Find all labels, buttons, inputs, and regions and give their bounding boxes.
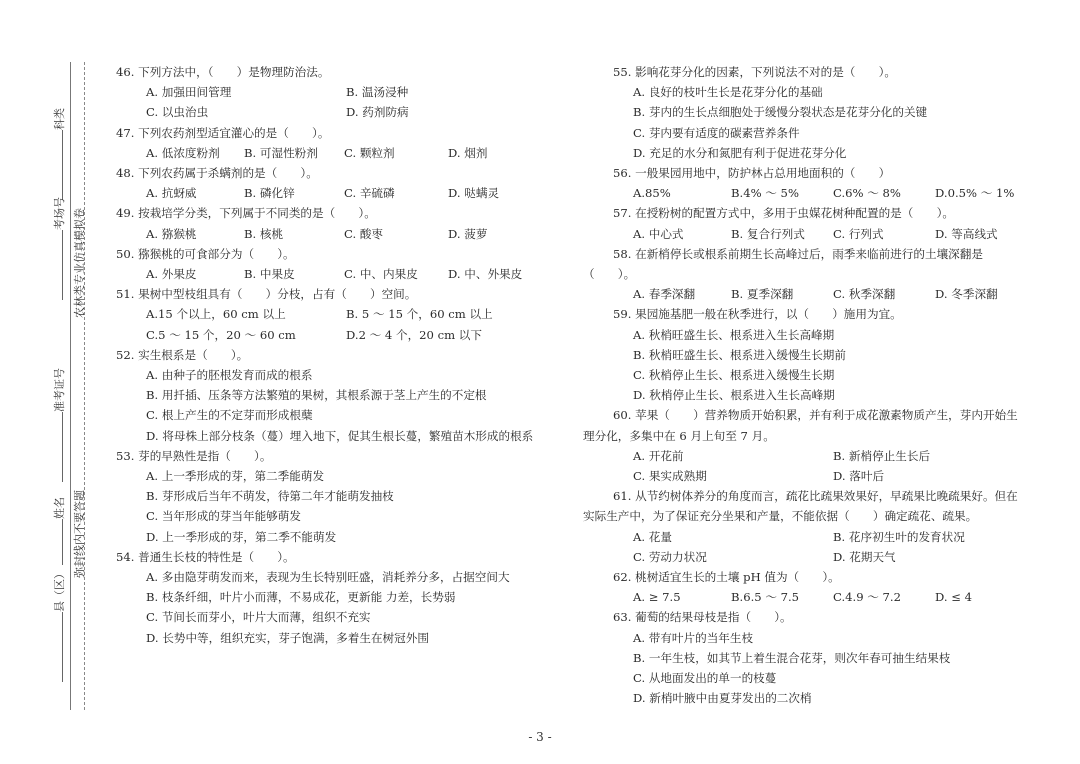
question-stem: 61. 从节约树体养分的角度而言，疏花比疏果效果好，早疏果比晚疏果好。但在实际生产中，为了保证充分坐果和产量，不能依据（ ）确定疏花、疏果。 — [583, 489, 1018, 524]
question-stem: 47. 下列农药剂型适宜灌心的是（ ）。 — [116, 125, 330, 140]
answer-option: C.4.9 ～ 7.2 — [833, 590, 901, 605]
answer-option: D. 菠萝 — [448, 226, 488, 241]
question-stem: 55. 影响花芽分化的因素，下列说法不对的是（ ）。 — [613, 65, 896, 79]
field-xianqu-label: 县（区） — [53, 568, 66, 612]
answer-option: B. 核桃 — [244, 226, 284, 241]
answer-option: D. 新梢叶腋中由夏芽发出的二次梢 — [633, 691, 812, 706]
field-xianqu — [52, 568, 66, 682]
answer-option: D. 等高线式 — [935, 226, 998, 241]
answer-option: C. 辛硫磷 — [344, 186, 395, 201]
answer-option: C. 秋梢停止生长、根系进入缓慢生长期 — [633, 368, 835, 383]
answer-option: C.6% ～ 8% — [833, 186, 901, 201]
answer-option: C. 从地面发出的单一的枝蔓 — [633, 671, 777, 686]
question-stem: 52. 实生根系是（ ）。 — [116, 347, 249, 362]
answer-option: A. 春季深翻 — [633, 287, 696, 302]
page-number: - 3 - — [528, 730, 552, 744]
field-kaochanghao-label: 考场号 — [53, 197, 66, 230]
answer-option: B. 磷化锌 — [244, 186, 295, 201]
answer-option: A. 开花前 — [633, 448, 684, 463]
answer-option: A. 上一季形成的芽，第二季能萌发 — [146, 469, 325, 484]
answer-option: D. ≤ 4 — [935, 590, 973, 605]
answer-option: A. 带有叶片的当年生枝 — [633, 630, 754, 645]
answer-option: A. ≥ 7.5 — [633, 590, 681, 605]
answer-option: B. 芽形成后当年不萌发，待第二年才能萌发抽枝 — [146, 489, 394, 504]
answer-option: D. 冬季深翻 — [935, 287, 998, 302]
answer-option: D.2 ～ 4 个，20 cm 以下 — [346, 327, 482, 342]
field-kaochanghao-blank — [52, 230, 63, 300]
option-row — [116, 264, 546, 284]
field-zhunkaozheng-label: 准考证号 — [53, 368, 66, 412]
answer-option: D. 药剂防病 — [346, 105, 409, 120]
field-xingming — [52, 497, 66, 565]
answer-option: B. 芽内的生长点细胞处于缓慢分裂状态是花芽分化的关键 — [633, 105, 928, 120]
question-stem: 49. 按栽培学分类，下列属于不同类的是（ ）。 — [116, 206, 376, 221]
answer-option: B. 中果皮 — [244, 267, 295, 282]
answer-option: C. 颗粒剂 — [344, 145, 395, 160]
option-row — [583, 547, 1023, 567]
field-zhunkaozheng-blank — [52, 412, 63, 482]
option-row — [116, 143, 546, 163]
answer-option: D. 上一季形成的芽，第二季不能萌发 — [146, 529, 337, 544]
binding-line — [70, 62, 71, 710]
answer-option: C.5 ～ 15 个，20 ～ 60 cm — [146, 327, 296, 342]
answer-option: A. 多由隐芽萌发而来，表现为生长特别旺盛，消耗养分多，占据空间大 — [146, 570, 510, 585]
answer-option: B. 复合行列式 — [731, 226, 805, 241]
option-row — [583, 466, 1023, 486]
field-xianqu-blank — [52, 612, 63, 682]
answer-option: B. 一年生枝，如其节上着生混合花芽，则次年春可抽生结果枝 — [633, 650, 951, 665]
answer-option: D. 将母株上部分枝条（蔓）埋入地下，促其生根长蔓，繁殖苗木形成的根系 — [146, 428, 534, 443]
option-row — [583, 587, 1023, 607]
question-stem: 46. 下列方法中，（ ）是物理防治法。 — [116, 65, 330, 79]
option-row — [583, 446, 1023, 466]
option-row — [116, 224, 546, 244]
option-row — [116, 325, 546, 345]
seal-notice: 弥封线内不要答题 — [73, 490, 86, 578]
answer-option: D. 落叶后 — [833, 469, 885, 484]
option-row — [583, 284, 1023, 304]
field-kelei-label: 科类 — [53, 108, 66, 130]
question-stem: 59. 果园施基肥一般在秋季进行，以（ ）施用为宜。 — [613, 307, 902, 322]
right-column — [583, 62, 1023, 709]
field-kelei-blank — [52, 130, 63, 200]
answer-option: C. 劳动力状况 — [633, 549, 707, 564]
answer-option: B. 夏季深翻 — [731, 287, 794, 302]
option-row — [583, 183, 1023, 203]
field-xingming-label: 姓名 — [53, 497, 66, 519]
answer-option: B. 新梢停止生长后 — [833, 448, 931, 463]
answer-option: D. 长势中等，组织充实，芽子饱满，多着生在树冠外围 — [146, 630, 429, 645]
answer-option: C. 芽内要有适度的碳素营养条件 — [633, 125, 800, 140]
question-stem: 54. 普通生长枝的特性是（ ）。 — [116, 549, 295, 564]
answer-option: A.15 个以上，60 cm 以上 — [146, 307, 286, 322]
question-stem: 51. 果树中型枝组具有（ ）分枝，占有（ ）空间。 — [116, 287, 417, 302]
answer-option: B.6.5 ～ 7.5 — [731, 590, 800, 605]
answer-option: B. 可湿性粉剂 — [244, 145, 318, 160]
answer-option: D. 中、外果皮 — [448, 267, 523, 282]
question-stem: 60. 苹果（ ）营养物质开始积累，并有利于成花激素物质产生，芽内开始生理分化，多集中在 6 月上旬至 7 月。 — [583, 408, 1018, 443]
answer-option: A.85% — [633, 186, 671, 201]
field-kelei — [52, 108, 66, 200]
answer-option: D. 哒螨灵 — [448, 186, 500, 201]
field-zhunkaozheng — [52, 368, 66, 482]
question-stem: 53. 芽的早熟性是指（ ）。 — [116, 448, 272, 463]
answer-option: B. 5 ～ 15 个，60 cm 以上 — [346, 307, 493, 322]
answer-option: C. 当年形成的芽当年能够萌发 — [146, 509, 301, 524]
seal-line — [84, 62, 85, 710]
answer-option: C. 果实成熟期 — [633, 469, 707, 484]
answer-option: C. 秋季深翻 — [833, 287, 896, 302]
answer-option: B. 温汤浸种 — [346, 85, 409, 100]
option-row — [583, 224, 1023, 244]
answer-option: A. 抗蚜威 — [146, 186, 197, 201]
exam-title: 农林类专业仿真模拟卷 — [73, 208, 86, 318]
answer-option: B.4% ～ 5% — [731, 186, 799, 201]
answer-option: A. 中心式 — [633, 226, 684, 241]
answer-option: A. 花量 — [633, 529, 672, 544]
answer-option: A. 猕猴桃 — [146, 226, 197, 241]
answer-option: A. 低浓度粉剂 — [146, 145, 220, 160]
answer-option: C. 酸枣 — [344, 226, 384, 241]
answer-option: C. 行列式 — [833, 226, 884, 241]
answer-option: D. 花期天气 — [833, 549, 896, 564]
answer-option: B. 花序初生叶的发育状况 — [833, 529, 965, 544]
answer-option: B. 枝条纤细，叶片小而薄，不易成花，更新能 力差，长势弱 — [146, 590, 456, 605]
option-row — [583, 527, 1023, 547]
question-stem: 58. 在新梢停长或根系前期生长高峰过后，雨季来临前进行的土壤深翻是（ ）。 — [583, 246, 983, 282]
answer-option: A. 良好的枝叶生长是花芽分化的基础 — [633, 85, 823, 100]
answer-option: C. 以虫治虫 — [146, 105, 209, 120]
option-row — [116, 82, 546, 102]
field-xingming-blank — [52, 519, 63, 565]
answer-option: C. 根上产生的不定芽而形成根蘖 — [146, 408, 313, 423]
answer-option: A. 加强田间管理 — [146, 85, 232, 100]
question-stem: 57. 在授粉树的配置方式中，多用于虫媒花树种配置的是（ ）。 — [613, 206, 954, 221]
question-stem: 48. 下列农药属于杀螨剂的是（ ）。 — [116, 166, 318, 181]
answer-option: D. 充足的水分和氮肥有利于促进花芽分化 — [633, 145, 847, 160]
question-stem: 56. 一般果园用地中，防护林占总用地面积的（ ） — [613, 166, 891, 181]
answer-option: D. 烟剂 — [448, 145, 488, 160]
answer-option: B. 用扦插、压条等方法繁殖的果树，其根系源于茎上产生的不定根 — [146, 388, 487, 403]
answer-option: A. 外果皮 — [146, 267, 197, 282]
option-row — [116, 102, 546, 122]
answer-option: D. 秋梢停止生长、根系进入生长高峰期 — [633, 388, 835, 403]
answer-option: B. 秋梢旺盛生长、根系进入缓慢生长期前 — [633, 347, 846, 362]
field-kaochanghao — [52, 197, 66, 300]
option-row — [116, 183, 546, 203]
answer-option: A. 由种子的胚根发育而成的根系 — [146, 368, 313, 383]
question-stem: 62. 桃树适宜生长的土壤 pH 值为（ ）。 — [613, 570, 840, 585]
binding-margin — [0, 0, 92, 764]
question-stem: 63. 葡萄的结果母枝是指（ ）。 — [613, 610, 792, 625]
answer-option: C. 中、内果皮 — [344, 267, 418, 282]
left-column — [116, 62, 546, 648]
question-stem: 50. 猕猴桃的可食部分为（ ）。 — [116, 246, 295, 261]
answer-option: C. 节间长而芽小，叶片大而薄，组织不充实 — [146, 610, 371, 625]
answer-option: A. 秋梢旺盛生长、根系进入生长高峰期 — [633, 327, 835, 342]
option-row — [116, 304, 546, 324]
answer-option: D.0.5% ～ 1% — [935, 186, 1015, 201]
